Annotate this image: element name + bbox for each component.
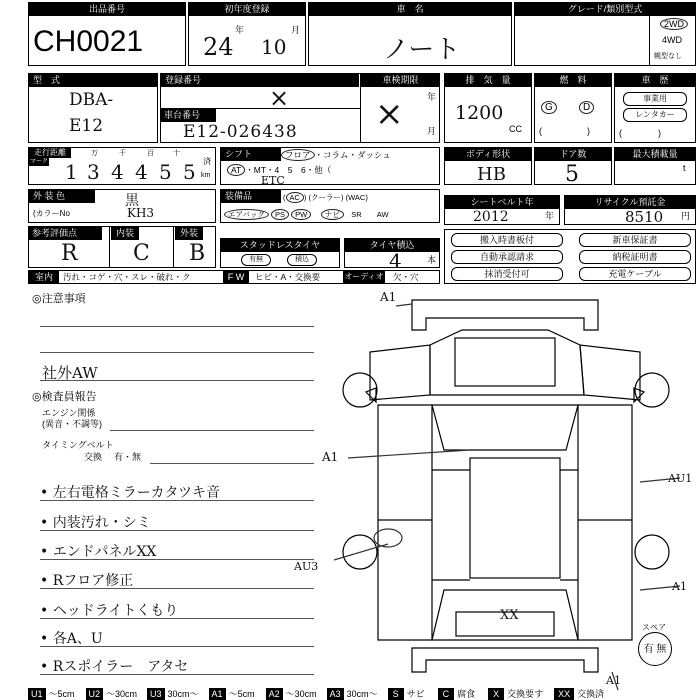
color-number-value: KH3: [127, 206, 155, 220]
mark-leader: [334, 544, 388, 560]
inspection-month-unit: 月: [427, 126, 437, 136]
drive-other: 幌型なし: [654, 53, 682, 60]
lot-number-value: CH0021: [33, 25, 144, 58]
doc-deregistration: 抹消受付可: [451, 267, 563, 281]
engine-label: エンジン関係: [42, 408, 96, 418]
legend-desc: 交換済: [577, 689, 605, 699]
legend-desc: サビ: [406, 689, 425, 699]
interior-grade-label: 内装: [111, 227, 139, 240]
doc-delivery-board: 搬入時書板付: [451, 233, 563, 247]
recycle-unit: 円: [681, 211, 691, 221]
report-line: • ヘッドライトくもり: [40, 603, 179, 619]
fuel-gasoline: G: [541, 102, 557, 113]
history-business: 事業用: [623, 92, 687, 106]
mileage-digit: 5: [183, 160, 196, 184]
mileage-unit-juu: 十: [173, 150, 180, 157]
mark-leader: [348, 450, 470, 458]
evaluation-label: 参考評価点: [29, 227, 102, 240]
mileage-digit: 3: [87, 160, 100, 184]
audio-label: オーディオ: [344, 272, 384, 281]
legend-code: S: [388, 688, 404, 700]
legend-code: U2: [86, 688, 104, 700]
legend-code: A3: [327, 688, 344, 700]
studless-load: 積込: [287, 254, 317, 266]
fuel-other: ( ): [539, 126, 590, 136]
report-line: • Rスポイラー アタセ: [40, 659, 189, 675]
displacement-value: 1200: [455, 102, 504, 124]
seatbelt-unit: 年: [545, 211, 555, 221]
damage-mark: A1: [672, 580, 687, 593]
legend-desc: 30cm～: [346, 689, 378, 699]
tire-unit: 本: [427, 255, 437, 265]
tire-label: タイヤ積込: [345, 239, 439, 252]
chassis-number-value: E12-026438: [183, 122, 298, 142]
equipment-label: 装備品: [221, 190, 281, 203]
legend-desc: ～5cm: [48, 689, 75, 699]
seatbelt-value: 2012: [473, 209, 509, 225]
equipment-row-2: エアバッグ PS PW ナビ SR AW: [224, 209, 389, 220]
doc-tax-certificate: 納税証明書: [579, 250, 691, 264]
evaluation-value: R: [61, 241, 78, 266]
damage-mark: A1: [606, 674, 621, 687]
damage-mark: A1: [380, 290, 397, 304]
wheel-rear-right: [635, 535, 669, 569]
legend-code: XX: [554, 688, 574, 700]
mileage-mark: マーク: [29, 159, 48, 165]
displacement-unit: CC: [509, 124, 522, 134]
report-line: • 内装汚れ・シミ: [40, 515, 151, 531]
grade-label: グレード/類別型式: [515, 3, 695, 16]
mileage-suffix: 済: [203, 157, 211, 166]
legend-desc: ～30cm: [285, 689, 317, 699]
shift-label: シフト: [221, 148, 281, 161]
chassis-number-label: 車台番号: [161, 109, 216, 122]
damage-mark: A1: [322, 450, 339, 464]
body-left: [378, 405, 432, 640]
interior-condition-options: 汚れ・コゲ・穴・スレ・破れ・ク: [63, 272, 191, 282]
seatbelt-label: シートベルト年: [445, 196, 559, 209]
color-number-label: (カラーNo: [33, 209, 70, 218]
shift-types: フロア ・コラム・ダッシュ: [281, 149, 391, 161]
inspection-label: 車検期限: [361, 74, 440, 87]
body-type-label: ボディ形状: [445, 148, 531, 161]
lot-number-label: 出品番号: [29, 3, 185, 16]
mileage-km: km: [201, 172, 211, 179]
mileage-unit-sen: 千: [119, 150, 126, 157]
audio-options: 欠・穴: [393, 272, 419, 282]
report-line: • 各A、U: [40, 631, 103, 647]
exterior-grade-label: 外装: [175, 227, 203, 240]
doc-auto-approval: 自動承認請求: [451, 250, 563, 264]
legend-code: X: [488, 688, 504, 700]
car-name-value: ノート: [383, 35, 461, 65]
mileage-unit-hyaku: 百: [147, 150, 154, 157]
mileage-unit-man: 万: [91, 150, 98, 157]
mileage-digit: 4: [135, 160, 148, 184]
inspection-value: ×: [375, 94, 404, 134]
legend-desc: ～30cm: [106, 689, 138, 699]
legend-desc: ～5cm: [228, 689, 255, 699]
payload-unit: t: [683, 163, 686, 173]
car-name-label: 車 名: [309, 3, 511, 16]
doc-charging-cable: 充電ケーブル: [579, 267, 691, 281]
doc-new-car-warranty: 新車保証書: [579, 233, 691, 247]
front-fender-left: [370, 345, 430, 400]
roof: [470, 458, 560, 578]
report-line: • Rフロア修正: [40, 573, 134, 589]
bonnet: [430, 330, 584, 395]
legend-code: U1: [28, 688, 46, 700]
tire-value: 4: [389, 249, 402, 273]
model-type-value-1: DBA-: [69, 90, 114, 110]
damage-mark: AU1: [668, 472, 693, 485]
fuel-label: 燃 料: [535, 74, 611, 87]
fw-label: F W: [223, 271, 249, 283]
recycle-label: リサイクル預託金: [565, 196, 695, 209]
interior-condition-label: 室内: [29, 271, 59, 283]
legend-code: C: [438, 688, 455, 700]
history-label: 車 歴: [615, 74, 695, 87]
mileage-label: 走行距離: [29, 148, 71, 158]
studless-present: 有無: [241, 254, 271, 266]
history-other: ( ): [619, 128, 661, 138]
history-rental: レンタカー: [623, 108, 687, 122]
engine-sub-label: (異音・不調等): [42, 419, 102, 429]
equipment-row-1: ( AC ) (クーラー) (WAC): [283, 193, 368, 202]
report-line: • エンドパネルXX: [40, 544, 157, 560]
inspection-year-unit: 年: [427, 92, 437, 102]
caution-heading: ◎注意事項: [32, 293, 86, 305]
legend-desc: 腐食: [457, 689, 476, 699]
damage-mark: XX: [500, 608, 519, 623]
fw-options: ヒビ・A・交換要: [255, 272, 321, 282]
caution-note: 社外AW: [42, 364, 98, 382]
displacement-label: 排 気 量: [445, 74, 531, 87]
doors-value: 5: [565, 162, 579, 187]
legend-code: A1: [209, 688, 226, 700]
body-right: [578, 405, 632, 640]
damage-mark: AU3: [294, 560, 319, 573]
legend-bar: [28, 688, 700, 700]
recycle-value: 8510: [625, 208, 664, 226]
timing-exchange-label: 交換: [84, 452, 103, 462]
drive-2wd: 2WD: [660, 19, 688, 30]
first-registration-label: 初年度登録: [189, 3, 305, 16]
timing-options: 有・無: [114, 452, 142, 462]
color-value: 黒: [125, 193, 139, 209]
model-type-value-2: E12: [69, 116, 104, 136]
legend-desc: 交換要す: [507, 689, 544, 699]
color-label: 外 装 色: [29, 190, 95, 203]
exterior-grade-value: B: [189, 241, 206, 266]
month-unit: 月: [291, 25, 301, 35]
mark-leader: [396, 304, 412, 306]
front-bumper: [412, 300, 598, 330]
spare-label: スペア: [642, 623, 666, 632]
first-registration-month: 10: [261, 35, 287, 59]
rear-bumper: [412, 648, 598, 672]
inspector-report-heading: ◎検査員報告: [32, 391, 97, 403]
model-type-label: 型 式: [29, 74, 157, 87]
studless-label: スタッドレスタイヤ: [221, 239, 339, 252]
payload-label: 最大積載量: [615, 148, 695, 161]
bonnet-panel: [455, 338, 555, 386]
fuel-diesel: D: [579, 102, 594, 113]
year-unit: 年: [235, 25, 245, 35]
timing-belt-label: タイミングベルト: [42, 440, 114, 450]
registration-number-label: 登録番号: [161, 74, 359, 87]
mileage-digit: 5: [159, 160, 172, 184]
first-registration-year: 24: [203, 33, 234, 61]
legend-code: A2: [266, 688, 283, 700]
shift-etc: ETC: [261, 174, 285, 187]
body-type-value: HB: [477, 164, 506, 185]
front-fender-right: [580, 345, 640, 400]
legend-desc: 30cm～: [167, 689, 199, 699]
mileage-digit: 1: [65, 160, 78, 184]
mileage-digit: 4: [111, 160, 124, 184]
doors-label: ドア数: [535, 148, 611, 161]
registration-number-value: ×: [269, 84, 290, 112]
spare-circle: 有 無: [638, 632, 672, 666]
drive-4wd: 4WD: [662, 35, 682, 45]
legend-code: U3: [147, 688, 165, 700]
windshield: [432, 405, 578, 450]
shift-modes: AT ・MT・4 5 6・他（: [227, 164, 331, 176]
interior-grade-value: C: [133, 241, 150, 266]
report-line: • 左右電格ミラーカタツキ音: [40, 485, 221, 501]
